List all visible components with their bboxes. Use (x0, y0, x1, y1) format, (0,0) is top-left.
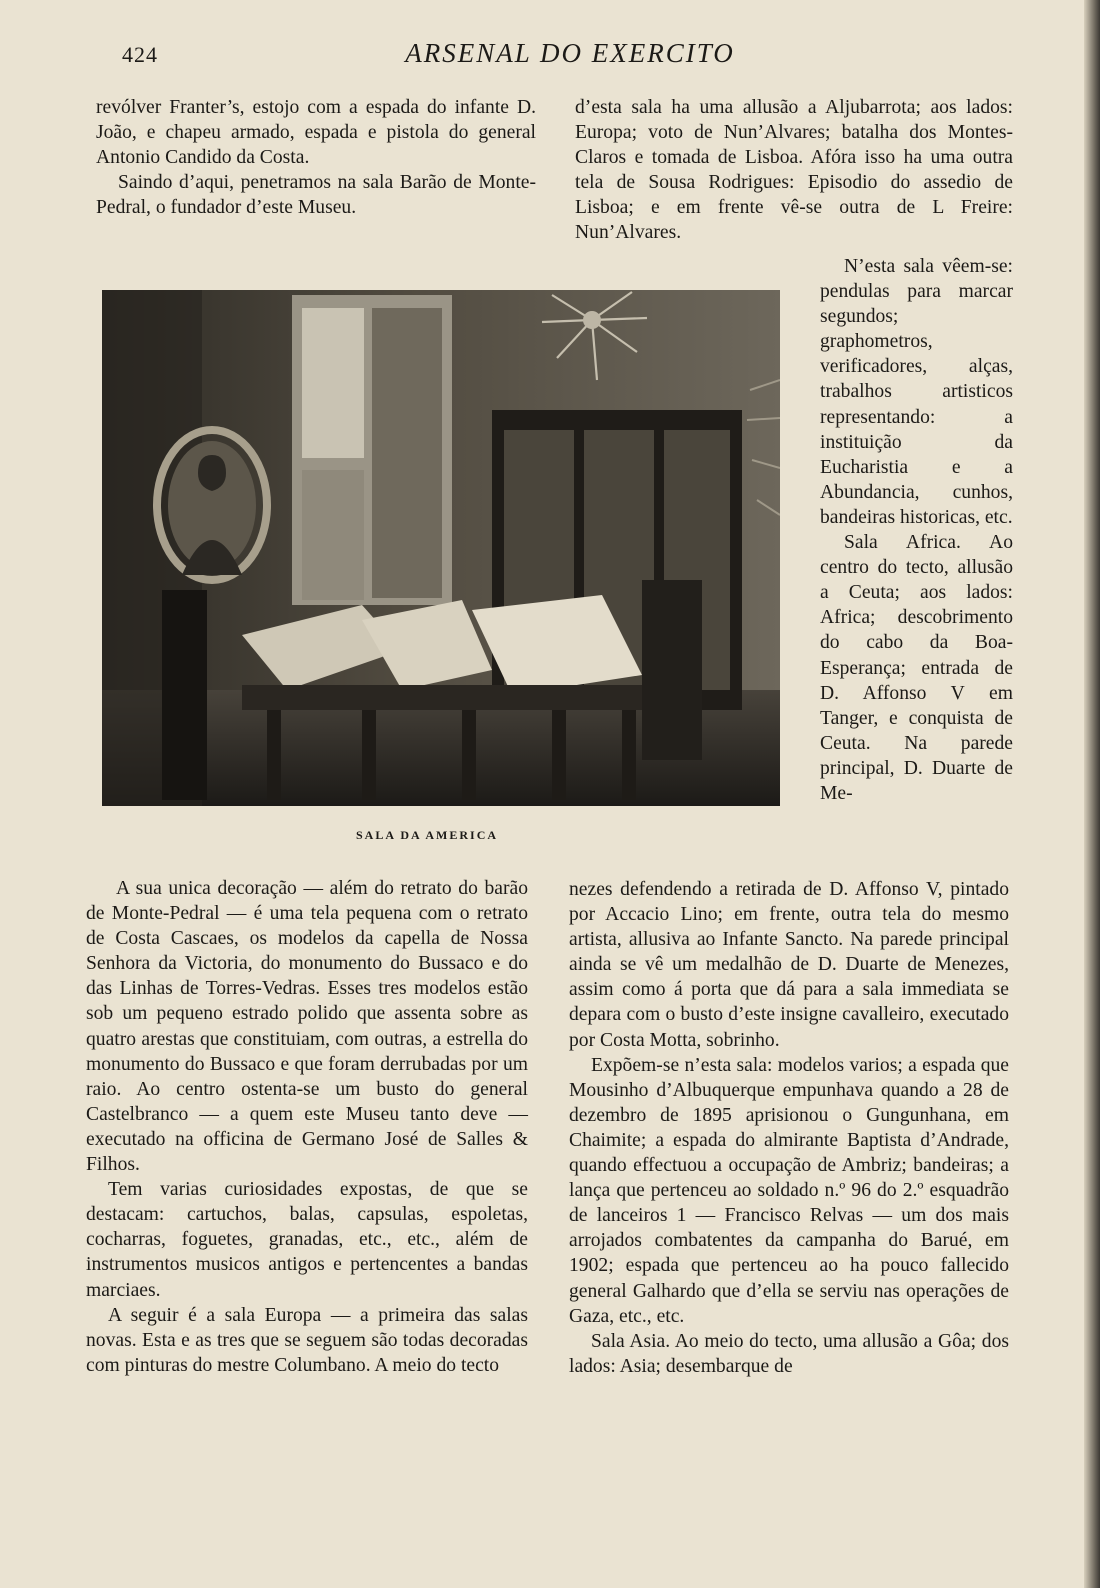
paragraph: A seguir é a sala Europa — a primeira das salas novas. Esta e as tres que se seguem são todas decoradas com pinturas do mestre Columbano. A meio do tecto (86, 1304, 528, 1376)
paragraph: N’esta sala vêem-se: pendulas para marcar segundos; graphometros, verificadores, alças, trabalhos artisticos representando: a instituição da Eucharistia e a Abundancia, cunhos, bandeiras historicas, etc. (820, 256, 1013, 528)
column-left-bottom (86, 876, 528, 1378)
page-number: 424 (122, 42, 158, 67)
paragraph: Expõem-se n’esta sala: modelos varios; a espada que Mousinho d’Albuquerque empunhava quando a 28 de dezembro de 1895 aprisionou o Gungunhana, em Chaimite; a espada do almirante Baptista d’Andrade, quando effectuou a occupação de Ambriz; bandeiras; a lança que pertenceu ao soldado n.º 96 do 2.º esquadrão de lanceiros 1 — Francisco Relvas — um dos mais arrojados combatentes da campanha do Barué, em 1902; espada que pertenceu ao ha pouco fallecido general Galhardo que d’ella se serviu nas operações de Gaza, etc., etc. (569, 1054, 1009, 1327)
paragraph: Sala Asia. Ao meio do tecto, uma allusão a Gôa; dos lados: Asia; desembarque de (569, 1330, 1009, 1377)
column-left-top (96, 95, 536, 220)
paragraph: Tem varias curiosidades expostas, de que se destacam: cartuchos, balas, capsulas, espoletas, cocharras, foguetes, granadas, etc., etc., além de instrumentos musicos antigos e pertencentes a bandas marciaes. (86, 1179, 528, 1301)
paragraph: A sua unica decoração — além do retrato do barão de Monte-Pedral — é uma tela pequena com o retrato de Costa Cascaes, os modelos da capella de Nossa Senhora da Victoria, do monumento do Bussaco e do das Linhas de Torres-Vedras. Esses tres modelos estão sob um pequeno estrado polido que assenta sobre as quatro arestas que constituiam, com outras, a estrella do monumento do Bussaco e que foram derrubadas por um raio. Ao centro ostenta-se um busto do general Castelbranco — a quem este Museu tanto deve — executado na officina de Germano José de Salles & Filhos. (86, 878, 528, 1176)
paragraph: revólver Franter’s, estojo com a espada do infante D. João, e chapeu armado, espada e pistola do general Antonio Candido da Costa. (96, 97, 536, 169)
figure-caption: SALA DA AMERICA (356, 828, 499, 842)
column-right-narrow (820, 254, 1013, 806)
paragraph: d’esta sala ha uma allusão a Aljubarrota; aos lados: Europa; voto de Nun’Alvares; batalha dos Montes-Claros e tomada de Lisboa. Afóra isso ha uma outra tela de Sousa Rodrigues: Episodio do assedio de Lisboa; e em frente vê-se outra de L Freire: Nun’Alvares. (575, 97, 1013, 244)
page-header (0, 38, 1100, 78)
paragraph: Saindo d’aqui, penetramos na sala Barão de Monte-Pedral, o fundador d’este Museu. (96, 172, 536, 219)
column-right-top (575, 95, 1013, 246)
running-title: ARSENAL DO EXERCITO (405, 38, 735, 68)
paragraph: Sala Africa. Ao centro do tecto, allusão a Ceuta; aos lados: Africa; descobrimento do cabo da Boa-Esperança; entrada de D. Affonso V em Tanger, e conquista de Ceuta. Na parede principal, D. Duarte de Me- (820, 532, 1013, 804)
page-edge (1084, 0, 1100, 1588)
column-right-bottom (569, 877, 1009, 1379)
photo-illustration (102, 290, 780, 806)
paragraph: nezes defendendo a retirada de D. Affonso V, pintado por Accacio Lino; em frente, outra tela do mesmo artista, allusiva ao Infante Sancto. Na parede principal ainda se vê um medalhão de D. Duarte de Menezes, assim como á porta que dá para a sala immediata se depara com o busto d’este insigne cavalleiro, executado por Costa Motta, sobrinho. (569, 879, 1009, 1051)
photograph-sala-da-america (102, 290, 780, 806)
